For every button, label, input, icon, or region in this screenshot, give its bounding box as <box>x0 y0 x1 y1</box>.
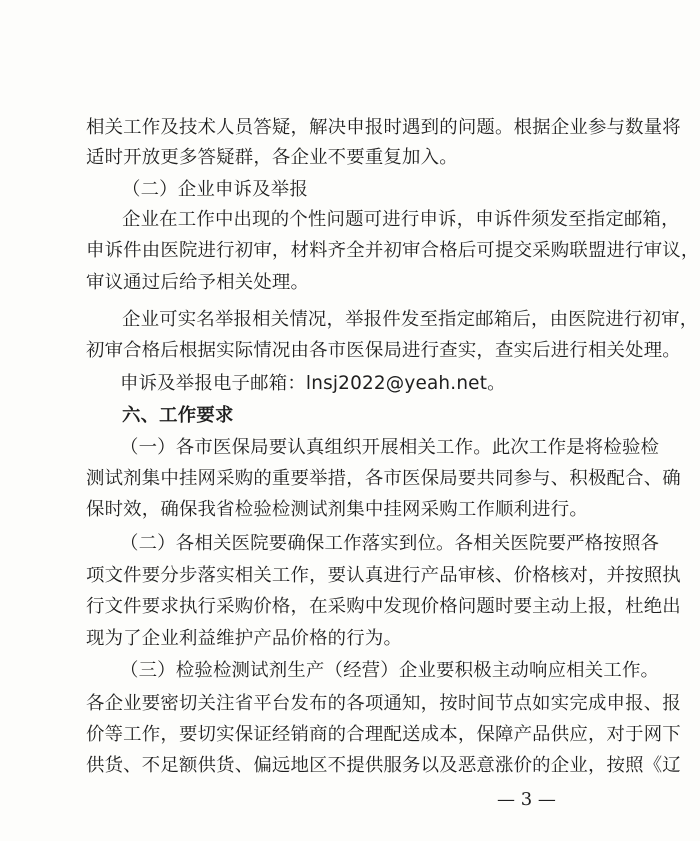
subheading-complaint: （二）企业申诉及举报 <box>122 179 308 200</box>
section-heading-work-requirements: 六、工作要求 <box>122 405 234 426</box>
paragraph-line: （三）检验检测试剂生产（经营）企业要积极主动响应相关工作。 <box>120 660 660 681</box>
page-number: — 3 — <box>497 789 556 810</box>
paragraph-line: 申诉件由医院进行初审，材料齐全并初审合格后可提交采购联盟进行审议， <box>86 240 700 261</box>
paragraph-line: 适时开放更多答疑群，各企业不要重复加入。 <box>86 147 458 168</box>
paragraph-line: 企业在工作中出现的个性问题可进行申诉，申诉件须发至指定邮箱， <box>122 209 680 230</box>
paragraph-line: 现为了企业利益维护产品价格的行为。 <box>86 628 403 649</box>
paragraph-line: 初审合格后根据实际情况由各市医保局进行查实，查实后进行相关处理。 <box>86 340 681 361</box>
paragraph-line: 供货、不足额供货、偏远地区不提供服务以及恶意涨价的企业，按照《辽 <box>86 755 681 776</box>
paragraph-line: 企业可实名举报相关情况，举报件发至指定邮箱后，由医院进行初审， <box>122 309 699 330</box>
email-line: 申诉及举报电子邮箱：lnsj2022@yeah.net。 <box>120 373 506 394</box>
paragraph-line: 相关工作及技术人员答疑，解决申报时遇到的问题。根据企业参与数量将 <box>86 117 681 138</box>
paragraph-line: 保时效，确保我省检验检测试剂集中挂网采购工作顺利进行。 <box>86 499 588 520</box>
paragraph-line: （一）各市医保局要认真组织开展相关工作。此次工作是将检验检 <box>120 437 660 458</box>
paragraph-line: （二）各相关医院要确保工作落实到位。各相关医院要严格按照各 <box>120 533 660 554</box>
paragraph-line: 价等工作，要切实保证经销商的合理配送成本，保障产品供应，对于网下 <box>86 724 681 745</box>
paragraph-line: 审议通过后给予相关处理。 <box>86 272 310 293</box>
paragraph-line: 项文件要分步落实相关工作，要认真进行产品审核、价格核对，并按照执 <box>86 565 681 586</box>
paragraph-line: 行文件要求执行采购价格，在采购中发现价格问题时要主动上报，杜绝出 <box>86 596 681 617</box>
paragraph-line: 测试剂集中挂网采购的重要举措，各市医保局要共同参与、积极配合、确 <box>86 468 681 489</box>
paragraph-line: 各企业要密切关注省平台发布的各项通知，按时间节点如实完成申报、报 <box>86 693 681 714</box>
